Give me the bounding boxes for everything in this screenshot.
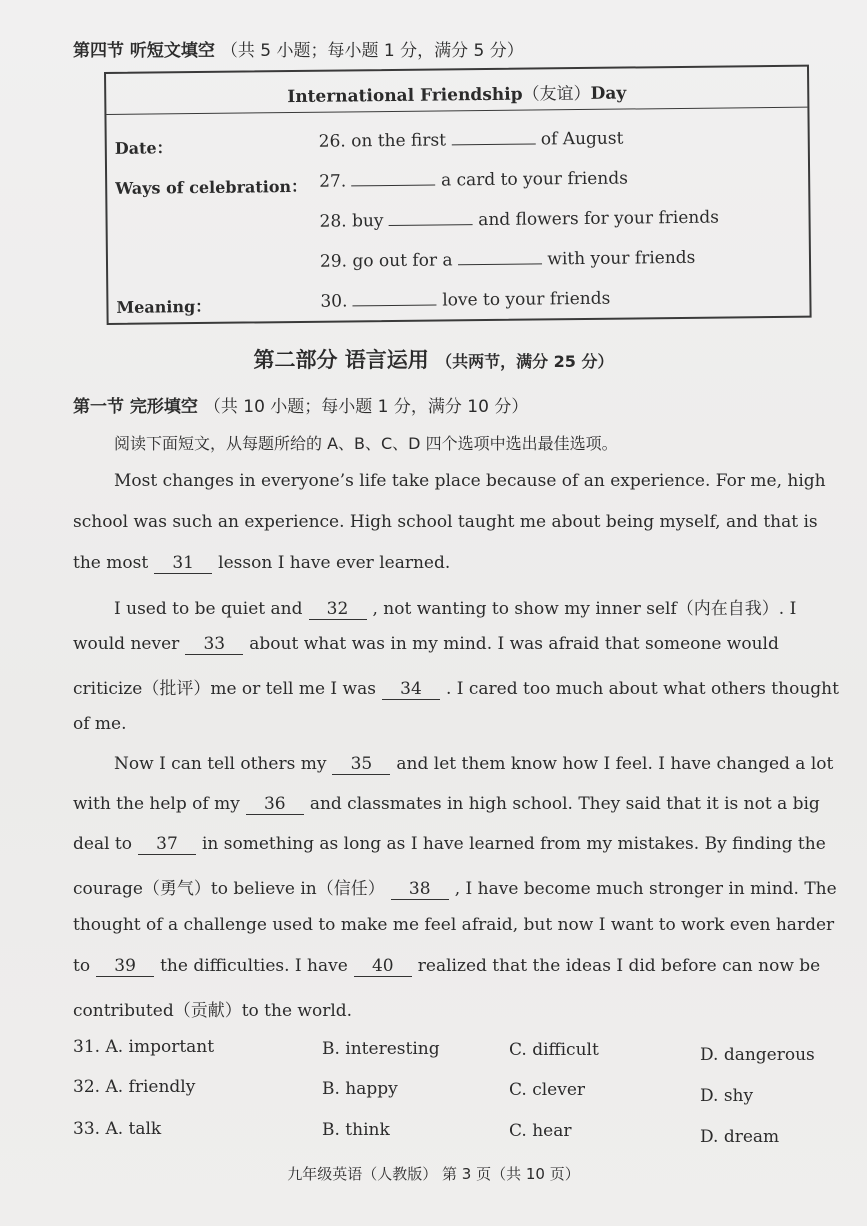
blank-31[interactable]: 31 (154, 553, 212, 574)
option-32-d[interactable]: D. shy (700, 1086, 754, 1106)
passage-line: I used to be quiet and 32 , not wanting to show my inner self（内在自我）. I (114, 599, 797, 619)
option-31-b[interactable]: B. interesting (322, 1039, 440, 1059)
option-33-b[interactable]: B. think (322, 1120, 390, 1140)
passage-line: Now I can tell others my 35 and let them know how I feel. I have changed a lot (114, 754, 834, 774)
passage-line: Most changes in everyone’s life take place because of an experience. For me, high (114, 471, 826, 491)
option-33-a[interactable]: 33. A. talk (73, 1119, 162, 1139)
section-1-heading: 第一节 完形填空 （共 10 小题；每小题 1 分，满分 10 分） (73, 397, 529, 417)
blank-37[interactable]: 37 (138, 834, 196, 855)
item-26: 26. on the first of August (318, 128, 624, 152)
passage-line: of me. (73, 714, 127, 734)
option-31-a[interactable]: 31. A. important (73, 1037, 215, 1057)
item-28: 28. buy and flowers for your friends (319, 207, 720, 232)
option-32-c[interactable]: C. clever (509, 1080, 586, 1100)
blank-26[interactable] (451, 127, 535, 145)
section-4-heading: 第四节 听短文填空 （共 5 小题；每小题 1 分，满分 5 分） (73, 41, 524, 61)
option-33-d[interactable]: D. dream (700, 1127, 780, 1147)
item-29: 29. go out for a with your friends (319, 247, 696, 272)
item-30: 30. love to your friends (320, 288, 611, 312)
part-2-heading: 第二部分 语言运用 （共两节，满分 25 分） (253, 348, 614, 372)
passage-line: school was such an experience. High school taught me about being myself, and that is (73, 512, 818, 532)
passage-line: would never 33 about what was in my mind. I was afraid that someone would (73, 634, 779, 654)
label-ways: Ways of celebration： (115, 176, 308, 198)
passage-line: courage（勇气）to believe in（信任） 38 , I have become much stronger in mind. The (73, 879, 837, 899)
option-32-a[interactable]: 32. A. friendly (73, 1077, 196, 1097)
blank-40[interactable]: 40 (354, 956, 412, 977)
option-31-d[interactable]: D. dangerous (700, 1045, 815, 1065)
passage-line: to 39 the difficulties. I have 40 realized that the ideas I did before can now be (73, 956, 821, 976)
blank-27[interactable] (351, 169, 435, 187)
option-31-c[interactable]: C. difficult (509, 1040, 599, 1060)
page-footer: 九年级英语（人教版） 第 3 页（共 10 页） (287, 1165, 580, 1183)
passage-line: with the help of my 36 and classmates in high school. They said that it is not a big (73, 794, 820, 814)
passage-line: criticize（批评）me or tell me I was 34 . I cared too much about what others thought (73, 679, 839, 699)
blank-30[interactable] (353, 289, 437, 307)
blank-33[interactable]: 33 (185, 634, 243, 655)
item-27: 27. a card to your friends (319, 168, 628, 192)
option-33-c[interactable]: C. hear (509, 1121, 572, 1141)
passage-line: deal to 37 in something as long as I have learned from my mistakes. By finding the (73, 834, 826, 854)
instructions: 阅读下面短文，从每题所给的 A、B、C、D 四个选项中选出最佳选项。 (114, 434, 618, 453)
blank-36[interactable]: 36 (246, 794, 304, 815)
blank-34[interactable]: 34 (382, 679, 440, 700)
label-date: Date： (114, 138, 173, 158)
blank-32[interactable]: 32 (309, 599, 367, 620)
passage-line: the most 31 lesson I have ever learned. (73, 553, 451, 573)
passage-line: thought of a challenge used to make me feel afraid, but now I want to work even harder (73, 915, 835, 935)
blank-35[interactable]: 35 (332, 754, 390, 775)
label-meaning: Meaning： (116, 296, 212, 317)
fill-in-table (104, 65, 812, 325)
passage-line: contributed（贡献）to the world. (73, 1001, 353, 1021)
blank-39[interactable]: 39 (96, 956, 154, 977)
option-32-b[interactable]: B. happy (322, 1079, 398, 1099)
blank-28[interactable] (389, 208, 473, 226)
table-title: International Friendship（友谊）Day (287, 83, 627, 108)
blank-29[interactable] (458, 247, 542, 265)
blank-38[interactable]: 38 (391, 879, 449, 900)
